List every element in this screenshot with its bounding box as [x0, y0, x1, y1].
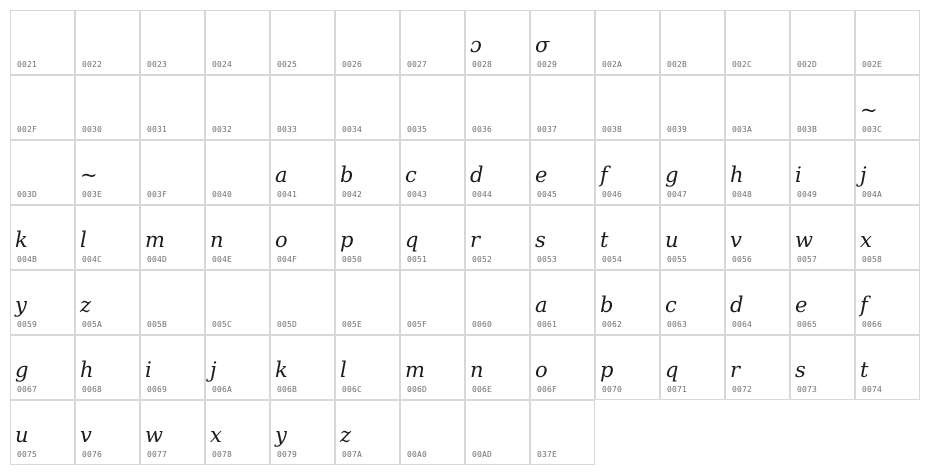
glyph-cell[interactable]	[270, 400, 335, 465]
glyph-cell[interactable]	[205, 10, 270, 75]
glyph-code-label: 0037	[537, 125, 558, 134]
glyph-code-label: 006E	[472, 385, 493, 394]
glyph-preview: n	[470, 358, 484, 382]
glyph-code-label: 0062	[602, 320, 623, 329]
glyph-cell[interactable]	[335, 205, 400, 270]
glyph-cell[interactable]	[595, 270, 660, 335]
glyph-cell[interactable]	[140, 400, 205, 465]
glyph-code-label: 0030	[82, 125, 103, 134]
glyph-cell[interactable]	[270, 335, 335, 400]
glyph-code-label: 0072	[732, 385, 753, 394]
glyph-cell[interactable]	[75, 10, 140, 75]
glyph-cell[interactable]	[595, 75, 660, 140]
glyph-code-label: 0057	[797, 255, 818, 264]
glyph-cell[interactable]	[790, 10, 855, 75]
glyph-code-label: 0074	[862, 385, 883, 394]
glyph-code-label: 0061	[537, 320, 558, 329]
glyph-cell[interactable]	[465, 270, 530, 335]
glyph-cell[interactable]	[335, 400, 400, 465]
glyph-cell[interactable]	[270, 270, 335, 335]
glyph-code-label: 002F	[17, 125, 38, 134]
glyph-cell[interactable]	[660, 205, 725, 270]
glyph-code-label: 004F	[277, 255, 298, 264]
glyph-code-label: 0039	[667, 125, 688, 134]
glyph-cell[interactable]	[855, 10, 920, 75]
glyph-cell[interactable]	[400, 140, 465, 205]
glyph-code-label: 00A0	[407, 450, 428, 459]
glyph-preview: h	[730, 163, 744, 187]
glyph-code-label: 005F	[407, 320, 428, 329]
glyph-preview: s	[795, 358, 806, 382]
glyph-code-label: 004D	[147, 255, 168, 264]
glyph-cell[interactable]	[530, 335, 595, 400]
glyph-cell[interactable]	[140, 75, 205, 140]
glyph-preview: c	[405, 163, 417, 187]
glyph-code-label: 0047	[667, 190, 688, 199]
glyph-cell[interactable]	[855, 205, 920, 270]
glyph-cell[interactable]	[140, 335, 205, 400]
glyph-code-label: 005C	[212, 320, 233, 329]
glyph-cell[interactable]	[140, 270, 205, 335]
glyph-code-label: 0059	[17, 320, 38, 329]
glyph-code-label: 0035	[407, 125, 428, 134]
glyph-cell[interactable]	[75, 400, 140, 465]
glyph-preview: σ	[535, 33, 550, 57]
glyph-cell[interactable]	[400, 10, 465, 75]
glyph-code-label: 0054	[602, 255, 623, 264]
glyph-cell[interactable]	[530, 75, 595, 140]
glyph-preview: e	[535, 163, 548, 187]
glyph-code-label: 0034	[342, 125, 363, 134]
glyph-preview: z	[80, 293, 92, 317]
glyph-code-label: 0024	[212, 60, 233, 69]
glyph-preview: d	[470, 163, 484, 187]
glyph-cell[interactable]	[530, 140, 595, 205]
glyph-preview: o	[275, 228, 288, 252]
glyph-grid	[10, 10, 920, 465]
glyph-preview: p	[340, 228, 354, 252]
glyph-code-label: 037E	[537, 450, 558, 459]
glyph-preview: g	[15, 358, 29, 382]
glyph-cell[interactable]	[75, 205, 140, 270]
glyph-cell[interactable]	[400, 270, 465, 335]
glyph-cell[interactable]	[400, 75, 465, 140]
glyph-cell[interactable]	[205, 270, 270, 335]
glyph-cell[interactable]	[790, 75, 855, 140]
glyph-cell[interactable]	[140, 205, 205, 270]
glyph-cell[interactable]	[10, 400, 75, 465]
glyph-code-label: 004C	[82, 255, 103, 264]
glyph-cell[interactable]	[75, 140, 140, 205]
glyph-preview: b	[600, 293, 614, 317]
glyph-preview: t	[600, 228, 609, 252]
glyph-cell[interactable]	[10, 270, 75, 335]
glyph-cell[interactable]	[595, 10, 660, 75]
glyph-preview: q	[665, 358, 679, 382]
glyph-code-label: 0065	[797, 320, 818, 329]
glyph-preview: g	[665, 163, 679, 187]
glyph-code-label: 0021	[17, 60, 38, 69]
glyph-code-label: 002A	[602, 60, 623, 69]
glyph-code-label: 0064	[732, 320, 753, 329]
glyph-code-label: 005B	[147, 320, 168, 329]
glyph-preview: c	[665, 293, 677, 317]
glyph-cell[interactable]	[205, 205, 270, 270]
glyph-preview: ~	[80, 163, 98, 187]
glyph-code-label: 0027	[407, 60, 428, 69]
glyph-preview: p	[600, 358, 614, 382]
glyph-cell[interactable]	[530, 400, 595, 465]
glyph-code-label: 0055	[667, 255, 688, 264]
glyph-code-label: 006C	[342, 385, 363, 394]
glyph-code-label: 0042	[342, 190, 363, 199]
glyph-code-label: 0023	[147, 60, 168, 69]
glyph-cell[interactable]	[270, 205, 335, 270]
glyph-cell[interactable]	[10, 75, 75, 140]
glyph-preview: t	[860, 358, 869, 382]
glyph-cell[interactable]	[660, 10, 725, 75]
glyph-cell[interactable]	[10, 140, 75, 205]
glyph-code-label: 0040	[212, 190, 233, 199]
glyph-cell[interactable]	[75, 75, 140, 140]
glyph-cell[interactable]	[790, 270, 855, 335]
glyph-cell[interactable]	[660, 75, 725, 140]
glyph-cell[interactable]	[205, 335, 270, 400]
glyph-code-label: 0060	[472, 320, 493, 329]
glyph-code-label: 003F	[147, 190, 168, 199]
glyph-cell[interactable]	[465, 205, 530, 270]
glyph-cell[interactable]	[140, 140, 205, 205]
glyph-preview: ɔ	[470, 33, 482, 57]
glyph-cell[interactable]	[790, 205, 855, 270]
glyph-code-label: 003C	[862, 125, 883, 134]
glyph-code-label: 0038	[602, 125, 623, 134]
glyph-code-label: 002B	[667, 60, 688, 69]
glyph-preview: l	[80, 228, 87, 252]
glyph-code-label: 002D	[797, 60, 818, 69]
glyph-code-label: 0067	[17, 385, 38, 394]
glyph-code-label: 006B	[277, 385, 298, 394]
glyph-code-label: 0022	[82, 60, 103, 69]
glyph-code-label: 003E	[82, 190, 103, 199]
glyph-code-label: 0077	[147, 450, 168, 459]
glyph-code-label: 0049	[797, 190, 818, 199]
glyph-cell[interactable]	[725, 205, 790, 270]
glyph-code-label: 0043	[407, 190, 428, 199]
glyph-cell[interactable]	[205, 140, 270, 205]
glyph-cell[interactable]	[725, 10, 790, 75]
glyph-code-label: 0045	[537, 190, 558, 199]
glyph-cell[interactable]	[335, 140, 400, 205]
glyph-cell[interactable]	[465, 400, 530, 465]
glyph-code-label: 002C	[732, 60, 753, 69]
glyph-preview: u	[15, 423, 29, 447]
glyph-code-label: 0032	[212, 125, 233, 134]
glyph-code-label: 0071	[667, 385, 688, 394]
glyph-code-label: 0046	[602, 190, 623, 199]
glyph-cell[interactable]	[595, 335, 660, 400]
glyph-cell[interactable]	[335, 10, 400, 75]
glyph-code-label: 0066	[862, 320, 883, 329]
glyph-preview: ~	[860, 98, 878, 122]
glyph-cell[interactable]	[725, 140, 790, 205]
glyph-code-label: 0070	[602, 385, 623, 394]
glyph-code-label: 006D	[407, 385, 428, 394]
glyph-preview: k	[15, 228, 28, 252]
glyph-preview: m	[145, 228, 165, 252]
glyph-cell[interactable]	[335, 270, 400, 335]
glyph-preview: j	[210, 358, 217, 382]
glyph-cell[interactable]	[400, 335, 465, 400]
glyph-cell[interactable]	[660, 270, 725, 335]
glyph-code-label: 005A	[82, 320, 103, 329]
glyph-preview: y	[15, 293, 27, 317]
glyph-preview: n	[210, 228, 224, 252]
glyph-code-label: 0033	[277, 125, 298, 134]
glyph-cell[interactable]	[140, 10, 205, 75]
glyph-cell[interactable]	[660, 140, 725, 205]
glyph-code-label: 0036	[472, 125, 493, 134]
glyph-preview: d	[730, 293, 744, 317]
glyph-cell[interactable]	[400, 400, 465, 465]
glyph-cell[interactable]	[465, 75, 530, 140]
glyph-cell[interactable]	[855, 140, 920, 205]
glyph-preview: a	[275, 163, 288, 187]
glyph-code-label: 003B	[797, 125, 818, 134]
glyph-preview: q	[405, 228, 419, 252]
glyph-code-label: 006F	[537, 385, 558, 394]
glyph-cell[interactable]	[660, 335, 725, 400]
glyph-code-label: 00AD	[472, 450, 493, 459]
glyph-preview: r	[730, 358, 741, 382]
glyph-cell[interactable]	[465, 10, 530, 75]
glyph-cell[interactable]	[465, 140, 530, 205]
glyph-code-label: 0025	[277, 60, 298, 69]
glyph-preview: w	[795, 228, 813, 252]
glyph-code-label: 0051	[407, 255, 428, 264]
glyph-code-label: 0053	[537, 255, 558, 264]
glyph-code-label: 0079	[277, 450, 298, 459]
glyph-cell[interactable]	[75, 335, 140, 400]
glyph-code-label: 0075	[17, 450, 38, 459]
glyph-preview: u	[665, 228, 679, 252]
glyph-cell[interactable]	[855, 75, 920, 140]
glyph-cell[interactable]	[400, 205, 465, 270]
glyph-code-label: 0063	[667, 320, 688, 329]
glyph-preview: a	[535, 293, 548, 317]
glyph-cell[interactable]	[790, 335, 855, 400]
glyph-preview: j	[860, 163, 867, 187]
glyph-cell[interactable]	[855, 335, 920, 400]
glyph-code-label: 0058	[862, 255, 883, 264]
glyph-code-label: 005D	[277, 320, 298, 329]
glyph-code-label: 0052	[472, 255, 493, 264]
glyph-code-label: 002E	[862, 60, 883, 69]
glyph-cell[interactable]	[335, 75, 400, 140]
glyph-cell[interactable]	[855, 270, 920, 335]
glyph-cell[interactable]	[205, 400, 270, 465]
glyph-cell[interactable]	[595, 140, 660, 205]
glyph-code-label: 0056	[732, 255, 753, 264]
glyph-cell[interactable]	[10, 10, 75, 75]
glyph-preview: k	[275, 358, 288, 382]
glyph-preview: i	[795, 163, 802, 187]
glyph-preview: e	[795, 293, 808, 317]
glyph-cell[interactable]	[725, 270, 790, 335]
glyph-cell[interactable]	[10, 335, 75, 400]
glyph-code-label: 004E	[212, 255, 233, 264]
glyph-cell[interactable]	[270, 75, 335, 140]
glyph-code-label: 0029	[537, 60, 558, 69]
glyph-preview: f	[860, 293, 868, 317]
glyph-preview: y	[275, 423, 287, 447]
glyph-cell[interactable]	[75, 270, 140, 335]
glyph-preview: m	[405, 358, 425, 382]
glyph-cell[interactable]	[530, 10, 595, 75]
glyph-code-label: 0028	[472, 60, 493, 69]
glyph-cell[interactable]	[790, 140, 855, 205]
glyph-code-label: 0031	[147, 125, 168, 134]
glyph-preview: x	[860, 228, 872, 252]
glyph-code-label: 0050	[342, 255, 363, 264]
glyph-preview: l	[340, 358, 347, 382]
glyph-code-label: 0026	[342, 60, 363, 69]
glyph-cell[interactable]	[270, 10, 335, 75]
glyph-code-label: 005E	[342, 320, 363, 329]
glyph-preview: f	[600, 163, 608, 187]
glyph-preview: s	[535, 228, 546, 252]
glyph-code-label: 0068	[82, 385, 103, 394]
glyph-cell[interactable]	[725, 335, 790, 400]
glyph-cell[interactable]	[725, 75, 790, 140]
glyph-preview: h	[80, 358, 94, 382]
glyph-code-label: 004A	[862, 190, 883, 199]
glyph-cell[interactable]	[465, 335, 530, 400]
glyph-preview: v	[80, 423, 92, 447]
glyph-cell[interactable]	[270, 140, 335, 205]
glyph-code-label: 007A	[342, 450, 363, 459]
glyph-code-label: 0073	[797, 385, 818, 394]
glyph-cell[interactable]	[530, 205, 595, 270]
glyph-code-label: 003D	[17, 190, 38, 199]
glyph-code-label: 003A	[732, 125, 753, 134]
glyph-cell[interactable]	[205, 75, 270, 140]
glyph-code-label: 0078	[212, 450, 233, 459]
glyph-cell[interactable]	[530, 270, 595, 335]
glyph-preview: r	[470, 228, 481, 252]
glyph-code-label: 0076	[82, 450, 103, 459]
glyph-cell[interactable]	[595, 205, 660, 270]
glyph-code-label: 0069	[147, 385, 168, 394]
glyph-preview: z	[340, 423, 352, 447]
glyph-code-label: 0048	[732, 190, 753, 199]
glyph-code-label: 006A	[212, 385, 233, 394]
glyph-preview: w	[145, 423, 163, 447]
glyph-preview: b	[340, 163, 354, 187]
glyph-preview: o	[535, 358, 548, 382]
glyph-preview: i	[145, 358, 152, 382]
glyph-cell[interactable]	[10, 205, 75, 270]
glyph-preview: v	[730, 228, 742, 252]
glyph-code-label: 0041	[277, 190, 298, 199]
glyph-cell[interactable]	[335, 335, 400, 400]
glyph-code-label: 0044	[472, 190, 493, 199]
glyph-preview: x	[210, 423, 222, 447]
glyph-code-label: 004B	[17, 255, 38, 264]
